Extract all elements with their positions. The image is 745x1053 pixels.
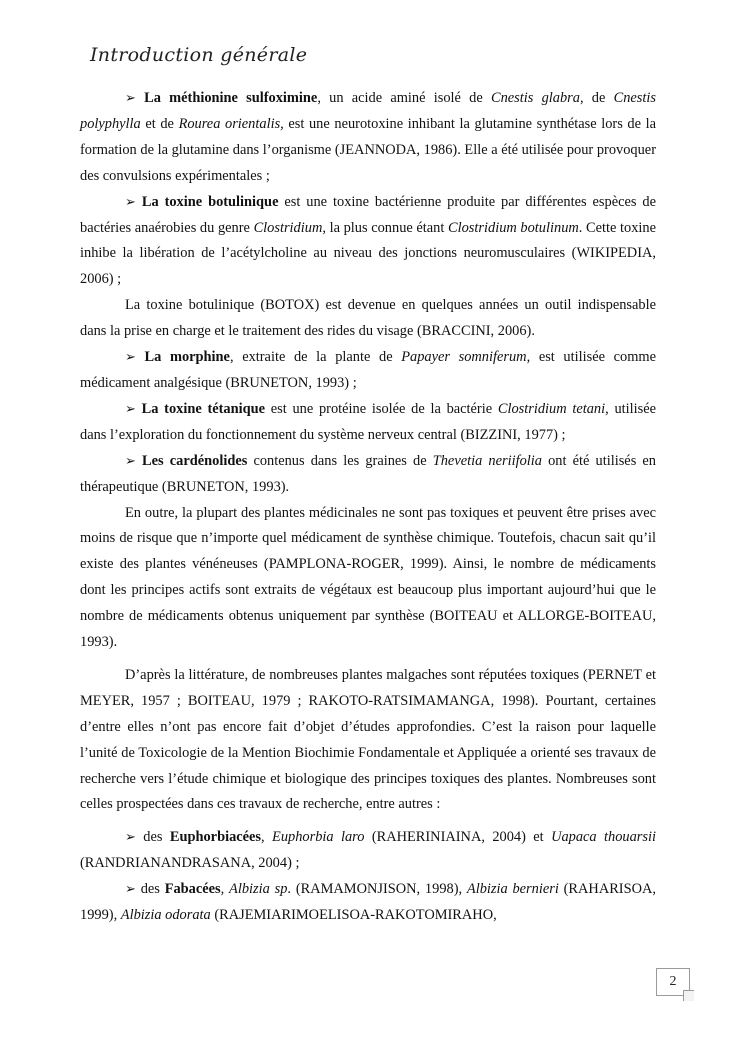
text: (RAHERINIAINA, 2004) et <box>364 829 552 846</box>
page-number-label: 2 <box>669 974 677 989</box>
body-text <box>80 86 656 929</box>
species-name: Papayer somniferum <box>401 349 527 366</box>
text: (RAHARISOA, 1999), <box>80 881 656 924</box>
paragraph-euphorbiacees <box>80 825 656 877</box>
text: des <box>135 829 170 846</box>
text: est une protéine isolée de la bactérie <box>265 400 498 417</box>
arrow-bullet-icon: ➢ <box>125 401 136 417</box>
paragraph-botulinique <box>80 190 656 294</box>
species-name: Albizia bernieri <box>466 881 559 898</box>
paragraph-plantes-malgaches: D’après la littérature, de nombreuses plantes malgaches sont réputées toxiques (PERNET et MEYER, 1957 ; BOITEAU, 1979 ; RAKOTO-RATSIMAMANGA, 1998). Pourtant, certaines d’entre elles n’ont pas encore fait d’objet d’études approfondies. C’est la raison pour laquelle l’unité de Toxicologie de la Mention Biochimie Fondamentale et Appliquée a orienté ses travaux de recherche vers l’étude chimique et biologique des principes toxiques des plantes. Nombreuses sont celles prospectées dans ces travaux de recherche, entre autres : <box>80 666 656 813</box>
species-name: Clostridium tetani <box>497 400 606 417</box>
text: (RANDRIANANDRASANA, 2004) ; <box>80 855 300 872</box>
arrow-bullet-icon: ➢ <box>125 453 136 469</box>
term-euphorbiacees: Euphorbiacées <box>169 829 262 846</box>
text: . Cette toxine inhibe la libération de l’acétylcholine au niveau des jonctions neuromusculaires (WIKIPEDIA, 2006) ; <box>80 219 657 288</box>
text: (RAJEMIARIMOELISOA-RAKOTOMIRAHO, <box>210 907 497 924</box>
text: , la plus connue étant <box>322 219 449 236</box>
species-name: Cnestis glabra <box>490 90 580 106</box>
arrow-bullet-icon: ➢ <box>125 91 136 106</box>
arrow-bullet-icon: ➢ <box>125 830 136 846</box>
running-header: Introduction générale <box>90 44 308 66</box>
text: contenus dans les graines de <box>247 452 433 469</box>
text: . (RAMAMONJISON, 1998), <box>287 881 467 898</box>
species-name: Albizia sp <box>229 881 288 898</box>
paragraph-methionine <box>80 86 656 190</box>
paragraph-morphine <box>80 345 656 397</box>
species-name: Albizia odorata <box>120 907 211 924</box>
species-name: Uapaca thouarsii <box>551 829 656 846</box>
term-morphine: La morphine <box>144 349 230 366</box>
text: et de <box>140 115 179 132</box>
text: , <box>261 829 273 846</box>
species-name: Rourea orientalis, <box>178 115 284 132</box>
paragraph-fabacees <box>80 877 656 929</box>
text: , est utilisée comme médicament analgésique (BRUNETON, 1993) ; <box>80 349 656 391</box>
term-botulinique: La toxine botulinique <box>141 193 279 210</box>
text: , utilisée dans l’exploration du fonctionnement du système nerveux central (BIZZINI, 1977) ; <box>80 400 657 443</box>
species-name: Clostridium botulinum <box>448 219 579 236</box>
species-name: Cnestis polyphylla <box>80 90 656 132</box>
text: des <box>135 881 165 898</box>
arrow-bullet-icon: ➢ <box>125 194 136 210</box>
page-fold-corner <box>683 990 694 1001</box>
text: , extraite de la plante de <box>229 349 402 366</box>
text: , <box>220 881 230 898</box>
arrow-bullet-icon: ➢ <box>125 350 136 366</box>
text: est une toxine bactérienne produite par différentes espèces de bactéries anaérobies du genre <box>80 193 656 236</box>
species-name: Thevetia neriifolia <box>432 452 542 469</box>
term-tetanique: La toxine tétanique <box>141 400 266 417</box>
text: , un acide aminé isolé de <box>317 90 491 106</box>
paragraph-tetanique <box>80 397 656 449</box>
paragraph-plantes-medicinales: En outre, la plupart des plantes médicinales ne sont pas toxiques et peuvent être prises avec moins de risque que n’importe quel médicament de synthèse chimique. Toutefois, chacun sait qu’il existe des plantes vénéneuses (PAMPLONA-ROGER, 1999). Ainsi, le nombre de médicaments dont les principes actifs sont extraits de végétaux est beaucoup plus important aujourd’hui que le nombre de médicaments obtenus uniquement par synthèse (BOITEAU et ALLORGE-BOITEAU, 1993). <box>80 504 656 651</box>
arrow-bullet-icon: ➢ <box>125 882 136 898</box>
text: ont été utilisés en thérapeutique (BRUNETON, 1993). <box>80 452 657 495</box>
species-name: Clostridium <box>253 219 323 236</box>
text: , de <box>579 90 614 106</box>
paragraph-cardenolides <box>80 449 656 501</box>
term-fabacees: Fabacées <box>164 881 221 898</box>
paragraph-botox: La toxine botulinique (BOTOX) est devenue en quelques années un outil indispensable dans la prise en charge et le traitement des rides du visage (BRACCINI, 2006). <box>80 297 656 340</box>
term-cardenolides: Les cardénolides <box>142 452 248 469</box>
text: est une neurotoxine inhibant la glutamine synthétase lors de la formation de la glutamine dans l’organisme (JEANNODA, 1986). Elle a été utilisée pour provoquer des convulsions expérimentales ; <box>80 115 656 184</box>
term-methionine: La méthionine sulfoximine <box>144 90 318 106</box>
species-name: Euphorbia laro <box>272 829 365 846</box>
